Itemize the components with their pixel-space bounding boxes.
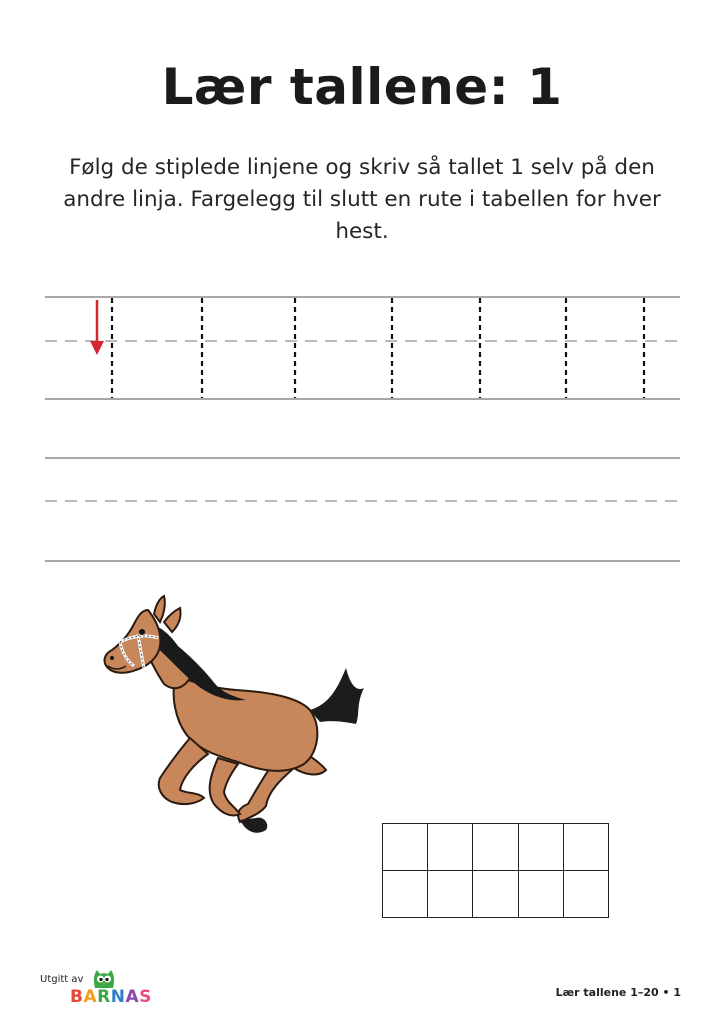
tally-table <box>382 823 609 918</box>
brand-letter: A <box>83 987 98 1007</box>
tally-cell[interactable] <box>518 824 563 871</box>
publisher-label: Utgitt av <box>40 974 84 985</box>
brand-letter: R <box>97 987 111 1007</box>
page-title: Lær tallene: 1 <box>161 58 563 116</box>
tally-cell[interactable] <box>428 824 473 871</box>
instructions-text: Følg de stiplede linjene og skriv så tallet 1 selv på den andre linja. Fargelegg til slutt en rute i tabellen for hver hest. <box>63 155 661 244</box>
tally-cell[interactable] <box>473 824 518 871</box>
tally-row <box>383 824 609 871</box>
tally-cell[interactable] <box>563 871 608 918</box>
brand-name <box>70 987 152 1007</box>
down-arrow-icon <box>90 300 104 355</box>
tally-cell[interactable] <box>563 824 608 871</box>
horse-icon <box>98 592 370 842</box>
tally-cell[interactable] <box>383 871 428 918</box>
brand-letter: N <box>110 987 126 1007</box>
brand-letter: S <box>139 987 152 1007</box>
tally-cell[interactable] <box>473 871 518 918</box>
writing-practice-area[interactable] <box>0 280 724 580</box>
tally-cell[interactable] <box>518 871 563 918</box>
brand-letter: A <box>125 987 140 1007</box>
tally-row <box>383 871 609 918</box>
page-info: Lær tallene 1–20 • 1 <box>555 986 681 999</box>
brand-letter: B <box>70 987 84 1007</box>
tally-cell[interactable] <box>428 871 473 918</box>
tally-cell[interactable] <box>383 824 428 871</box>
tracing-row <box>45 297 680 399</box>
free-writing-row[interactable] <box>45 458 680 561</box>
